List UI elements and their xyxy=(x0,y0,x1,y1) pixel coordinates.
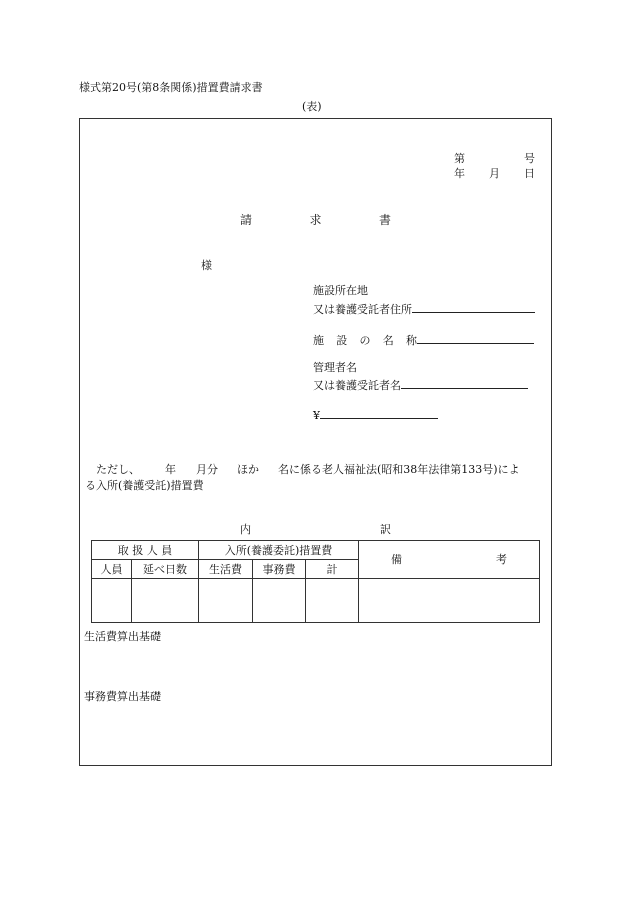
day-label: 日 xyxy=(524,167,535,180)
table-header-row xyxy=(92,541,540,560)
title-char: 求 xyxy=(309,213,322,227)
remarks-char: 考 xyxy=(496,553,508,566)
remarks-char: 備 xyxy=(391,553,403,566)
body-line1 xyxy=(96,464,520,475)
facility-char: 称 xyxy=(406,334,417,347)
title-char: 請 xyxy=(240,213,253,227)
body-hoka: ほか xyxy=(237,463,259,476)
cell-total-days xyxy=(132,579,199,623)
col-office-cost: 事務費 xyxy=(253,560,306,579)
cell-living-cost xyxy=(199,579,253,623)
year-label: 年 xyxy=(454,167,465,180)
measure-cost-header: 入所(養護委託)措置費 xyxy=(199,541,359,560)
col-total-days: 延べ日数 xyxy=(132,560,199,579)
table-row xyxy=(92,579,540,623)
amount-underline xyxy=(320,407,438,419)
form-title: 様式第20号(第8条関係)措置費請求書 xyxy=(79,81,263,94)
month-label: 月 xyxy=(489,167,500,180)
body-month: 月分 xyxy=(196,463,218,476)
cell-total xyxy=(306,579,359,623)
number-line xyxy=(454,153,535,164)
address-underline xyxy=(412,301,535,313)
amount-line xyxy=(313,407,438,421)
cell-persons xyxy=(92,579,132,623)
col-total: 計 xyxy=(306,560,359,579)
manager-line2 xyxy=(313,377,528,391)
facility-char: 名 xyxy=(382,334,394,347)
side-label: (表) xyxy=(302,100,322,113)
breakdown-heading xyxy=(240,524,391,535)
facility-name-underline xyxy=(417,332,534,344)
address-line1: 施設所在地 xyxy=(313,284,368,297)
facility-char: 施 xyxy=(313,334,324,347)
address-label: 又は養護受託者住所 xyxy=(313,303,412,316)
facility-char: の xyxy=(359,334,371,347)
facility-char: 設 xyxy=(336,334,348,347)
body-line2: る入所(養護受託)措置費 xyxy=(85,479,204,492)
title-char: 書 xyxy=(378,213,391,227)
gou-label: 号 xyxy=(524,152,535,165)
breakdown-table xyxy=(91,540,540,623)
body-tadashi: ただし、 xyxy=(96,463,140,476)
manager-underline xyxy=(401,377,528,389)
manager-line1: 管理者名 xyxy=(313,361,357,374)
dai-label: 第 xyxy=(454,152,465,165)
facility-name-label xyxy=(313,335,417,346)
date-line xyxy=(454,168,535,179)
cell-remarks xyxy=(359,579,540,623)
living-cost-basis-label: 生活費算出基礎 xyxy=(84,630,161,643)
remarks-header xyxy=(359,541,540,579)
address-line2 xyxy=(313,301,535,315)
manager-label: 又は養護受託者名 xyxy=(313,379,401,392)
office-cost-basis-label: 事務費算出基礎 xyxy=(84,690,161,703)
col-persons: 人員 xyxy=(92,560,132,579)
body-rest: 名に係る老人福祉法(昭和38年法律第133号)によ xyxy=(278,463,520,476)
yen-sign: ¥ xyxy=(313,409,320,422)
cell-office-cost xyxy=(253,579,306,623)
breakdown-char: 内 xyxy=(240,523,251,536)
body-year: 年 xyxy=(165,463,176,476)
addressee-suffix: 様 xyxy=(201,259,212,272)
breakdown-char: 訳 xyxy=(380,523,391,536)
handled-people-header: 取 扱 人 員 xyxy=(92,541,199,560)
facility-name-line xyxy=(313,332,534,346)
document-title xyxy=(240,214,391,226)
col-living-cost: 生活費 xyxy=(199,560,253,579)
